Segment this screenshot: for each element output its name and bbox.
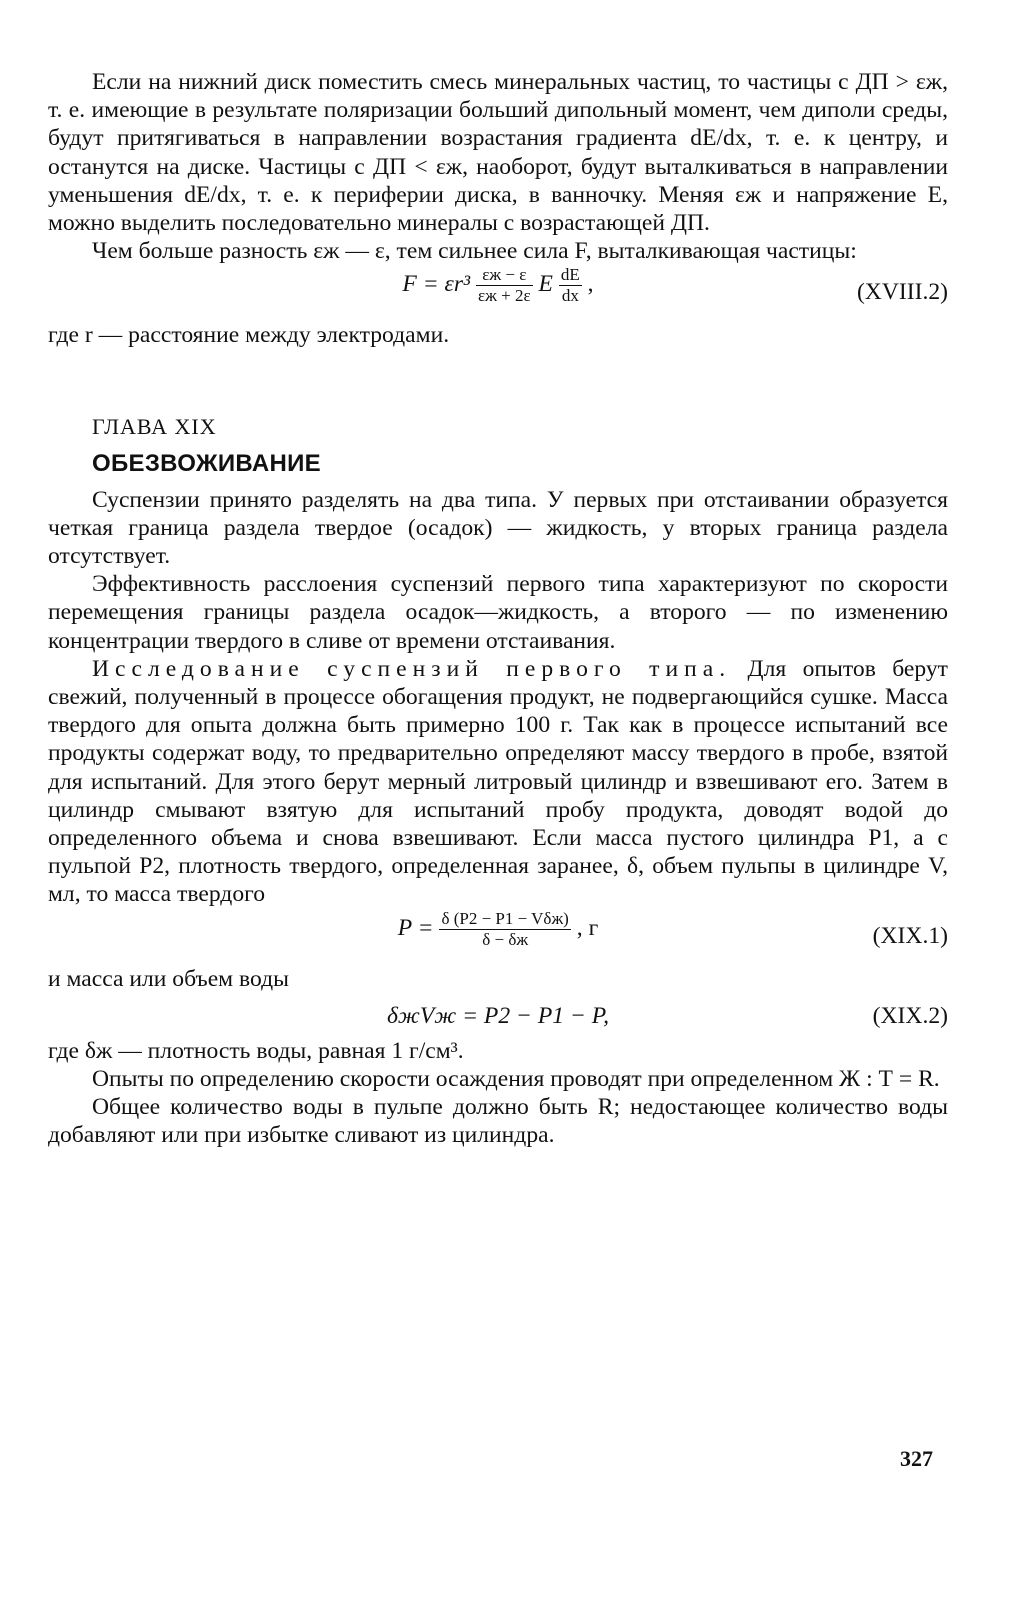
formula-number: (XVIII.2) <box>856 279 948 306</box>
paragraph-8: где δж — плотность воды, равная 1 г/см³. <box>48 1037 464 1064</box>
paragraph-3: где r — расстояние между электродами. <box>48 322 450 349</box>
formula-number: (XIX.2) <box>872 1002 948 1029</box>
formula-xviii-2: F = εr³ $\frac{\varepsilon ж - \varepsilon}{\varepsilon ж + 2\varepsilon}$ E $\frac{dE}{dx}$ , (XVIII.2) <box>402 265 948 306</box>
chapter-label: ГЛАВА XIX <box>92 413 217 439</box>
paragraph-6: Исследование суспензий первого типа. Для опытов берут свежий, полученный в процессе обогащения продукт, не подвергающийся сушке. Масса твердого для опыта должна быть примерно 100 г. Так как в процессе испытаний все продукты содержат воду, то предварительно определяют массу твердого в пробе, взятой для испытаний. Для этого берут мерный литровый цилиндр и взвешивают его. Затем в цилиндр смывают взятую для испытаний пробу продукта, доводят водой до определенного объема и снова взвешивают. Если масса пустого цилиндра P1, а с пульпой P2, плотность твердого, определенная заранее, δ, объем пульпы в цилиндре V, мл, то масса твердого <box>48 655 948 908</box>
section-lead: Исследование суспензий первого типа. <box>92 655 732 682</box>
paragraph-1: Если на нижний диск поместить смесь минеральных частиц, то частицы с ДП > εж, т. е. имеющие в результате поляризации больший дипольный момент, чем диполи среды, будут притягиваться в направлении возрастания градиента dE/dx, т. е. к центру, и останутся на диске. Частицы с ДП < εж, наоборот, будут выталкиваться в направлении уменьшения dE/dx, т. е. к периферии диска, в ванночку. Меняя εж и напряжение E, можно выделить последовательно минералы с возрастающей ДП. <box>48 69 948 237</box>
page-body <box>48 68 948 1150</box>
formula-xix-1: P = $\frac{\text{δ (P2 − P1 − Vδж)}}{\delta - \delta ж}$ , г (XIX.1) <box>397 908 948 949</box>
paragraph-5: Эффективность расслоения суспензий первого типа характеризуют по скорости перемещения границы раздела осадок—жидкость, а второго — по изменению концентрации твердого в сливе от времени отстаивания. <box>48 571 948 654</box>
page-number: 327 <box>900 1446 933 1471</box>
paragraph-9: Опыты по определению скорости осаждения проводят при определенном Ж : Т = R. <box>92 1066 940 1093</box>
formula-number: (XIX.1) <box>872 922 948 949</box>
paragraph-4: Суспензии принято разделять на два типа. У первых при отстаивании образуется четкая граница раздела твердое (осадок) — жидкость, у вторых граница раздела отсутствует. <box>48 486 948 570</box>
paragraph-10: Общее количество воды в пульпе должно быть R; недостающее количество воды добавляют или при избытке сливают из цилиндра. <box>48 1094 948 1149</box>
formula-xix-2: δжVж = P2 − P1 − P, (XIX.2) <box>386 1002 948 1029</box>
paragraph-7: и масса или объем воды <box>48 965 289 992</box>
paragraph-2: Чем больше разность εж — ε, тем сильнее сила F, выталкивающая частицы: <box>92 238 857 265</box>
chapter-title: ОБЕЗВОЖИВАНИЕ <box>92 449 321 477</box>
